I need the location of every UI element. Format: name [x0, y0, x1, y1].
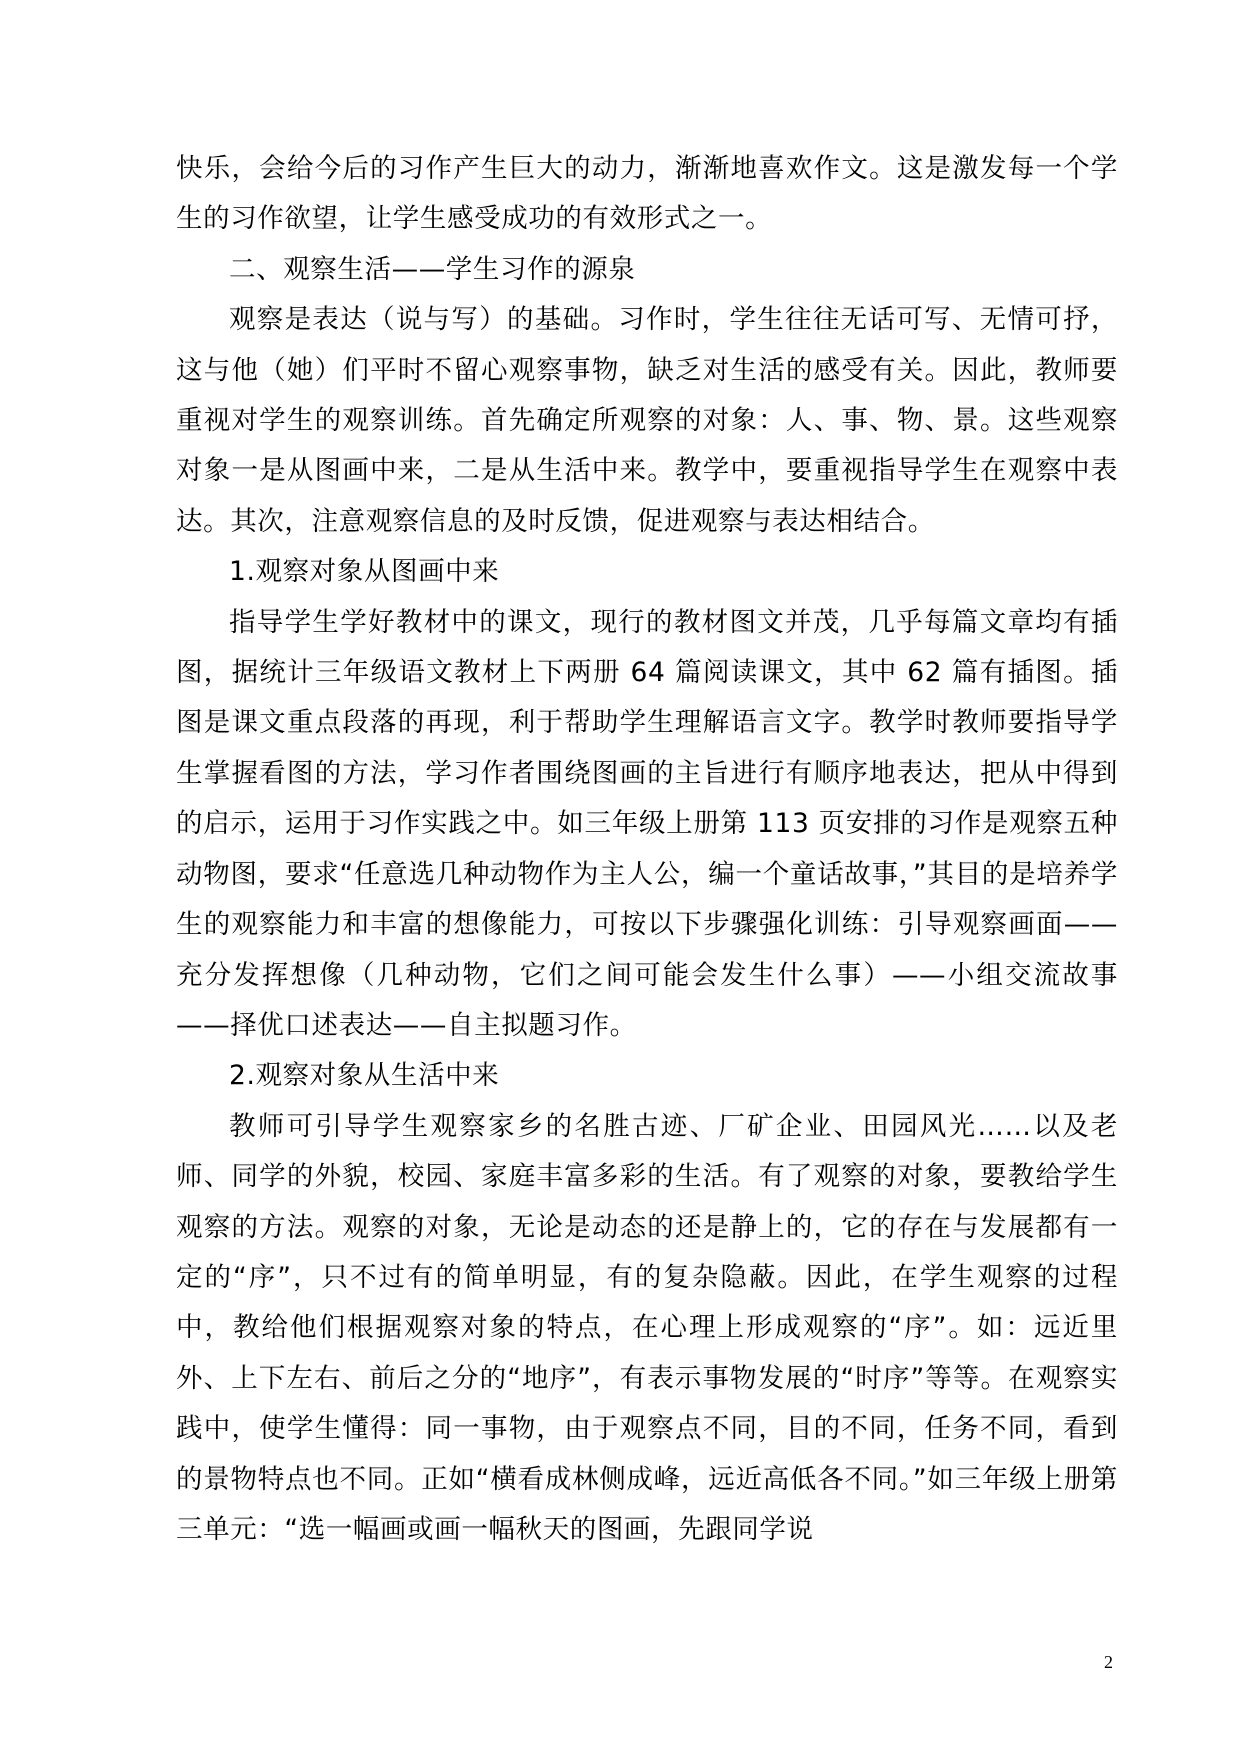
subheading-from-life: 2.观察对象从生活中来	[229, 1060, 500, 1092]
subheading-from-pictures: 1.观察对象从图画中来	[229, 556, 500, 588]
paragraph-from-life: 教师可引导学生观察家乡的名胜古迹、厂矿企业、田园风光……以及老师、同学的外貌，校园、家庭丰富多彩的生活。有了观察的对象，要教给学生观察的方法。观察的对象，无论是动态的还是静上的，它的存在与发展都有一定的“序”，只不过有的简单明显，有的复杂隐蔽。因此，在学生观察的过程中，教给他们根据观察对象的特点，在心理上形成观察的“序”。如：远近里外、上下左右、前后之分的“地序”，有表示事物发展的“时序”等等。在观察实践中，使学生懂得：同一事物，由于观察点不同，目的不同，任务不同，看到的景物特点也不同。正如“横看成林侧成峰，远近高低各不同。”如三年级上册第三单元：“选一幅画或画一幅秋天的图画，先跟同学说	[176, 1110, 1118, 1545]
paragraph-observation-basis: 观察是表达（说与写）的基础。习作时，学生往往无话可写、无情可抒，这与他（她）们平时不留心观察事物，缺乏对生活的感受有关。因此，教师要重视对学生的观察训练。首先确定所观察的对象：人、事、物、景。这些观察对象一是从图画中来，二是从生活中来。教学中，要重视指导学生在观察中表达。其次，注意观察信息的及时反馈，促进观察与表达相结合。	[176, 304, 1118, 537]
document-body	[176, 144, 1118, 1555]
section-heading-observe-life: 二、观察生活——学生习作的源泉	[229, 253, 636, 285]
paragraph-continuation: 快乐，会给今后的习作产生巨大的动力，渐渐地喜欢作文。这是激发每一个学生的习作欲望，让学生感受成功的有效形式之一。	[176, 153, 1118, 235]
paragraph-from-pictures: 指导学生学好教材中的课文，现行的教材图文并茂，几乎每篇文章均有插图，据统计三年级语文教材上下两册 64 篇阅读课文，其中 62 篇有插图。插图是课文重点段落的再现，利于帮助学生理解语言文字。教学时教师要指导学生掌握看图的方法，学习作者围绕图画的主旨进行有顺序地表达，把从中得到的启示，运用于习作实践之中。如三年级上册第 113 页安排的习作是观察五种动物图，要求“任意选几种动物作为主人公，编一个童话故事，”其目的是培养学生的观察能力和丰富的想像能力，可按以下步骤强化训练：引导观察画面——充分发挥想像（几种动物，它们之间可能会发生什么事）——小组交流故事——择优口述表达——自主拟题习作。	[176, 606, 1118, 1041]
page-number: 2	[1104, 1652, 1113, 1672]
